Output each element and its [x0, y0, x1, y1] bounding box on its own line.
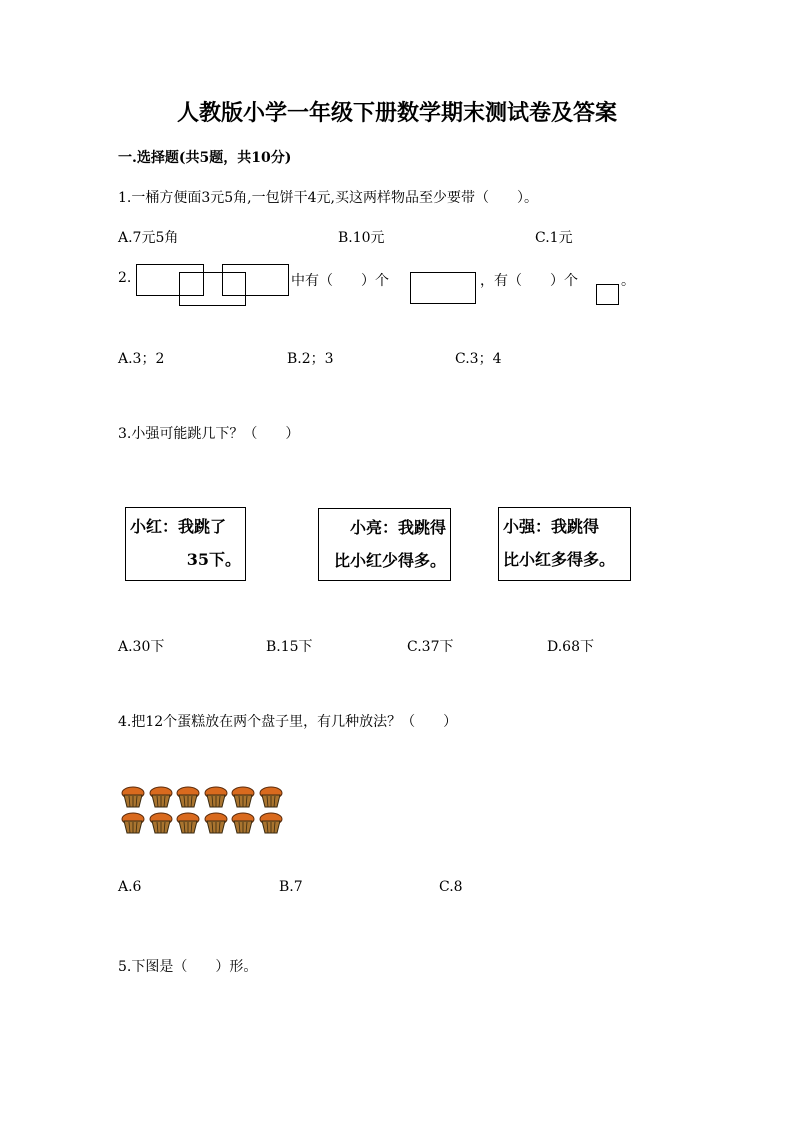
question-2-middle-text-2: ，有（ ）个: [480, 273, 578, 289]
question-2-end: 。: [621, 273, 635, 289]
cake-icon: [175, 811, 201, 835]
rectangle-shape: [410, 272, 476, 304]
cake-icon: [148, 811, 174, 835]
q3-option-b: B.15下: [266, 639, 313, 655]
square-shape: [596, 284, 619, 305]
cake-icon: [120, 785, 146, 809]
speech-xiaoqiang-line2: 比小红多得多。: [503, 550, 616, 569]
cake-icon: [203, 785, 229, 809]
question-2-middle-text: 中有（ ）个: [291, 273, 389, 289]
q4-option-c: C.8: [439, 879, 463, 895]
speech-xiaohong-line1: 小红：我跳了: [130, 517, 227, 536]
speech-box-xiaohong: [125, 507, 246, 581]
speech-xiaohong-line2: 35下。: [186, 550, 241, 569]
q4-option-b: B.7: [279, 879, 303, 895]
question-5: 5.下图是（ ）形。: [118, 959, 258, 975]
document-title: 人教版小学一年级下册数学期末测试卷及答案: [176, 100, 617, 126]
q3-option-a: A.30下: [118, 639, 165, 655]
cake-icon: [120, 811, 146, 835]
cake-icon: [230, 811, 256, 835]
question-2-number: 2.: [118, 270, 132, 286]
cake-icon: [258, 785, 284, 809]
q3-option-d: D.68下: [547, 639, 594, 655]
figure-rect-right: [222, 264, 289, 296]
q4-option-a: A.6: [118, 879, 142, 895]
q2-option-a: A.3；2: [118, 351, 165, 367]
q1-option-b: B.10元: [338, 230, 385, 246]
question-3: 3.小强可能跳几下？（ ）: [118, 426, 300, 442]
section-heading: 一.选择题(共5题，共10分): [118, 150, 292, 166]
cake-icon: [230, 785, 256, 809]
question-1: 1.一桶方便面3元5角,一包饼干4元,买这两样物品至少要带（ ）。: [118, 190, 538, 206]
speech-box-xiaoliang: [318, 508, 451, 581]
speech-xiaoqiang-line1: 小强：我跳得: [503, 517, 600, 536]
q2-option-c: C.3；4: [455, 351, 502, 367]
cake-icon: [148, 785, 174, 809]
cake-icon: [175, 785, 201, 809]
q3-option-c: C.37下: [407, 639, 454, 655]
cake-icon: [203, 811, 229, 835]
speech-xiaoliang-line2: 比小红少得多。: [333, 551, 446, 570]
question-4: 4.把12个蛋糕放在两个盘子里，有几种放法？（ ）: [118, 714, 458, 730]
speech-xiaoliang-line1: 小亮：我跳得: [349, 518, 446, 537]
q1-option-a: A.7元5角: [118, 230, 179, 246]
q1-option-c: C.1元: [535, 230, 573, 246]
q2-option-b: B.2；3: [287, 351, 334, 367]
cake-icon: [258, 811, 284, 835]
speech-box-xiaoqiang: [498, 507, 631, 581]
